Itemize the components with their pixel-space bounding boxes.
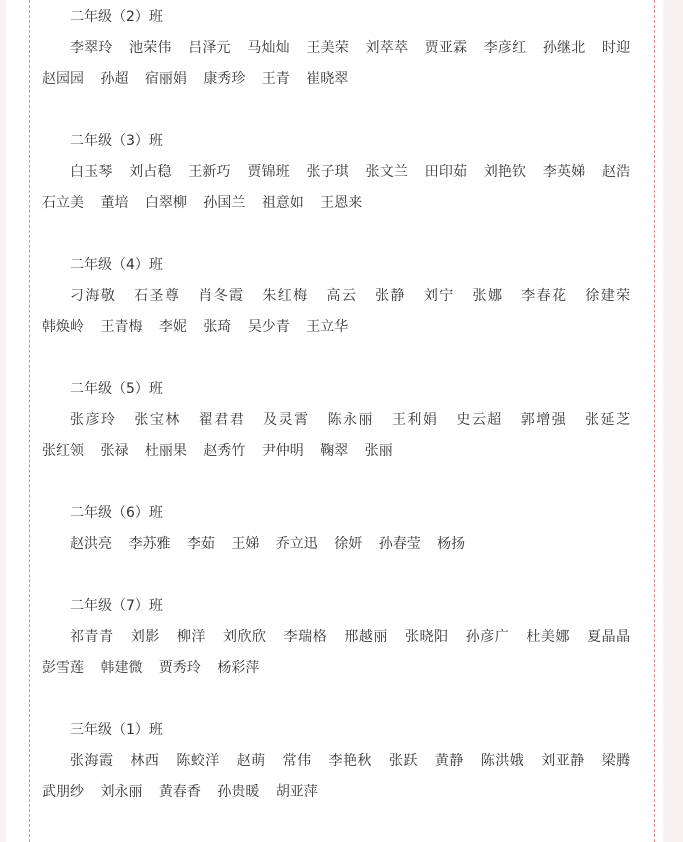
student-name: 刘欣欣 [222,629,267,645]
student-name: 张晓阳 [405,629,449,645]
student-name: 张红领 [42,443,84,459]
student-name: 武朋纱 [42,784,84,800]
student-name: 徐妍 [334,536,363,552]
student-name: 田印茹 [424,164,468,180]
student-name: 韩建微 [100,660,143,676]
class-title: 二年级（7）班 [70,598,163,614]
student-name: 刁海敬 [70,288,117,304]
class-title: 二年级（6）班 [70,505,163,521]
student-list [42,622,642,684]
class-section [42,126,642,219]
student-name: 祖意如 [261,195,304,211]
student-name: 董培 [100,195,129,211]
student-name: 贾秀玲 [158,660,201,676]
student-name: 翟君君 [198,412,246,428]
student-name: 孙继北 [542,40,586,56]
student-name: 赵洪亮 [70,536,112,552]
student-name: 乔立迅 [275,536,318,552]
student-name: 郭增强 [520,412,568,428]
class-title: 二年级（3）班 [70,133,163,149]
student-name: 邢越丽 [344,629,388,645]
class-title: 三年级（1）班 [70,722,163,738]
student-name: 及灵霄 [263,412,310,428]
student-name: 李彦红 [483,40,527,56]
student-name: 杨彩萍 [217,660,260,676]
class-section [42,591,642,684]
student-name: 杨扬 [437,536,466,552]
student-name: 孙贵暖 [217,784,260,800]
student-name: 张娜 [472,288,504,304]
student-name: 刘艳钦 [483,164,527,180]
student-name: 胡亚萍 [275,784,318,800]
student-name: 王恩来 [320,195,363,211]
student-name: 鞠翠 [320,443,349,459]
student-name: 彭雪莲 [42,660,84,676]
student-name: 刘占稳 [129,164,172,180]
student-name: 张子琪 [306,164,349,180]
student-name: 时迎 [601,40,631,56]
class-section [42,715,642,808]
student-list [42,405,642,467]
student-name: 白玉琴 [70,164,113,180]
student-name: 贾锦班 [247,164,290,180]
student-name: 康秀珍 [203,71,246,87]
student-name: 贾亚霖 [424,40,468,56]
student-name: 王美荣 [306,40,349,56]
student-name: 杜丽果 [144,443,187,459]
student-name: 白翠柳 [144,195,187,211]
student-name: 肖冬霞 [198,288,245,304]
student-name: 刘宁 [423,288,455,304]
student-name: 尹仲明 [261,443,304,459]
student-name: 林西 [130,753,160,769]
student-name: 李艳秋 [328,753,373,769]
student-name: 徐建荣 [585,288,631,304]
student-name: 刘影 [130,629,160,645]
student-name: 高云 [326,288,358,304]
student-name: 张禄 [100,443,129,459]
student-name: 崔晓翠 [306,71,349,87]
student-name: 常伟 [282,753,312,769]
class-roster [42,2,642,839]
student-list [42,529,642,560]
student-name: 王青 [261,71,290,87]
student-name: 李苏雅 [128,536,171,552]
student-name: 王利娟 [391,412,439,428]
student-name: 赵浩 [601,164,631,180]
student-name: 刘萃萃 [365,40,409,56]
student-name: 李妮 [158,319,187,335]
student-name: 王娣 [231,536,260,552]
student-name: 孙国兰 [203,195,246,211]
student-name: 史云超 [456,412,503,428]
student-name: 夏晶晶 [587,629,631,645]
student-name: 李瑞格 [283,629,328,645]
student-name: 王立华 [306,319,349,335]
student-name: 陈永丽 [327,412,375,428]
student-name: 张跃 [388,753,418,769]
student-name: 孙春莹 [378,536,421,552]
student-name: 孙彦广 [465,629,510,645]
class-title: 二年级（2）班 [70,9,163,25]
student-name: 赵秀竹 [203,443,246,459]
student-name: 张宝林 [134,412,181,428]
student-name: 张丽 [364,443,393,459]
class-section [42,374,642,467]
student-name: 梁腾 [601,753,631,769]
student-name: 刘永丽 [100,784,143,800]
student-name: 祁青青 [70,629,114,645]
class-section [42,498,642,560]
student-name: 李春花 [521,288,568,304]
student-name: 李英娣 [542,164,586,180]
student-name: 孙超 [100,71,129,87]
student-name: 赵萌 [236,753,266,769]
student-name: 石立美 [42,195,84,211]
student-name: 马灿灿 [247,40,290,56]
class-section [42,250,642,343]
class-title: 二年级（4）班 [70,257,163,273]
student-list [42,157,642,219]
student-name: 陈洪娥 [480,753,525,769]
student-name: 石圣尊 [134,288,181,304]
student-name: 吕泽元 [188,40,231,56]
student-name: 柳洋 [176,629,206,645]
student-name: 李翠玲 [70,40,113,56]
student-name: 张海霞 [70,753,114,769]
student-name: 张彦玲 [70,412,117,428]
student-name: 杜美娜 [526,629,571,645]
class-title: 二年级（5）班 [70,381,163,397]
student-name: 吴少青 [247,319,290,335]
student-name: 刘亚静 [541,753,585,769]
student-name: 王青梅 [100,319,143,335]
student-name: 李茹 [186,536,215,552]
right-dashed-border [654,0,655,842]
student-name: 王新巧 [188,164,231,180]
student-name: 陈蛟洋 [176,753,220,769]
student-list [42,746,642,808]
student-name: 宿丽娟 [144,71,187,87]
student-name: 张文兰 [365,164,409,180]
student-name: 黄春香 [158,784,201,800]
student-name: 张延芝 [585,412,631,428]
student-name: 池荣伟 [129,40,172,56]
student-name: 赵园园 [42,71,84,87]
student-name: 张琦 [203,319,232,335]
left-dashed-border [29,0,30,842]
student-name: 张静 [375,288,406,304]
student-name: 韩焕岭 [42,319,84,335]
class-section [42,2,642,95]
student-name: 黄静 [434,753,464,769]
student-list [42,33,642,95]
student-list [42,281,642,343]
student-name: 朱红梅 [262,288,309,304]
